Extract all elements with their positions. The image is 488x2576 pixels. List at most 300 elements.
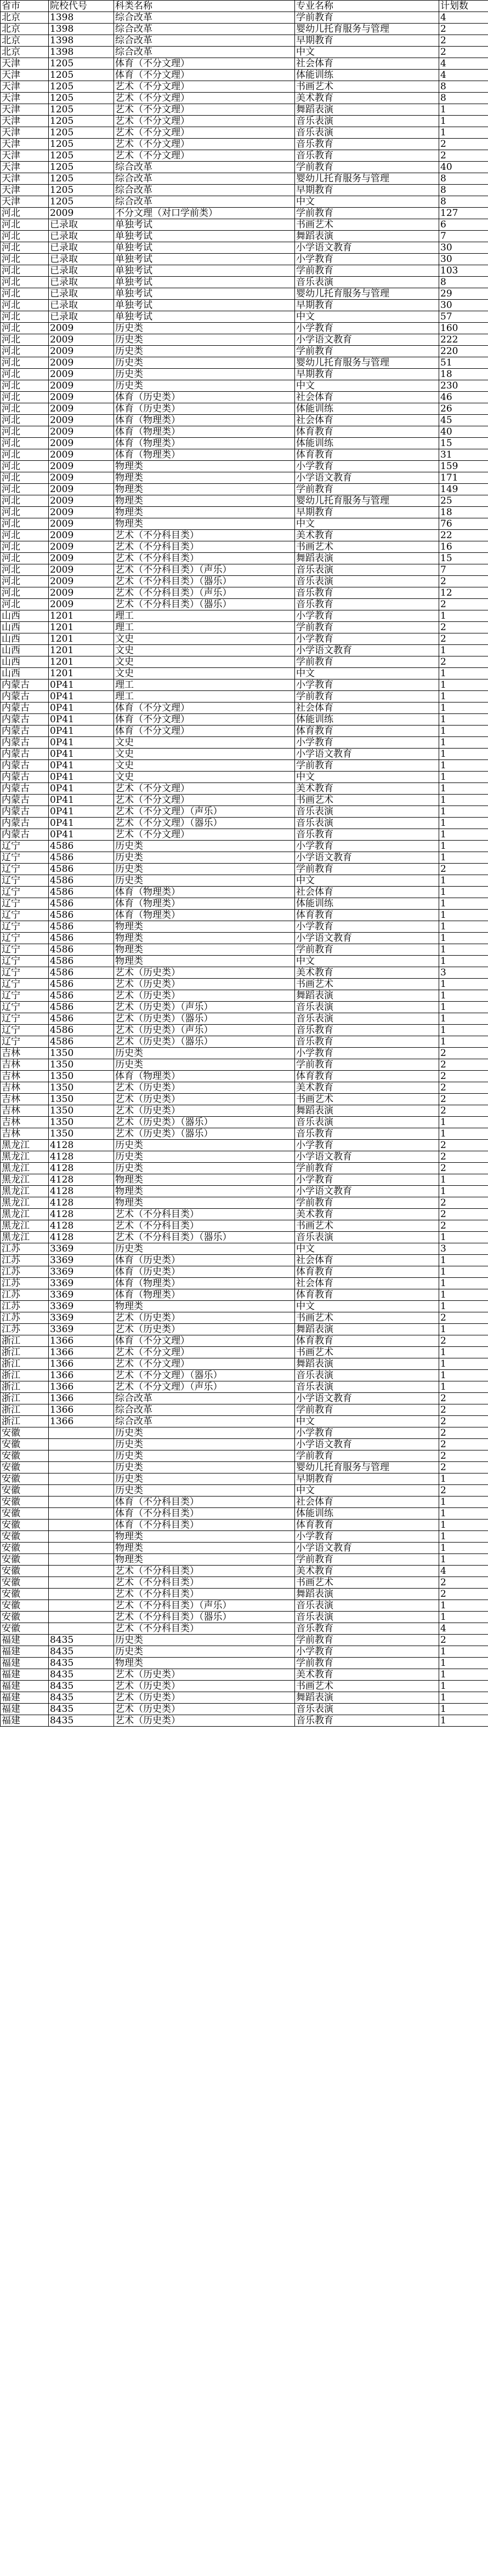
- cell-province: 浙江: [1, 1347, 49, 1358]
- cell-school-code: 0P41: [49, 702, 114, 714]
- cell-province: 河北: [1, 403, 49, 415]
- cell-school-code: 1350: [49, 1082, 114, 1094]
- cell-school-code: 2009: [49, 334, 114, 346]
- cell-subject-category: 艺术（历史类）: [114, 1312, 295, 1324]
- cell-major-name: 学前教育: [295, 864, 439, 875]
- cell-major-name: 美术教育: [295, 530, 439, 541]
- table-row: [1, 93, 488, 104]
- cell-subject-category: 体育（物理类）: [114, 887, 295, 898]
- cell-subject-category: 理工: [114, 610, 295, 622]
- cell-plan-count: 160: [439, 323, 488, 334]
- cell-school-code: 8435: [49, 1635, 114, 1646]
- cell-province: 安徽: [1, 1427, 49, 1439]
- cell-province: 辽宁: [1, 864, 49, 875]
- table-row: [1, 1140, 488, 1151]
- cell-province: 辽宁: [1, 1036, 49, 1048]
- cell-plan-count: 1: [439, 1358, 488, 1370]
- table-row: [1, 645, 488, 656]
- cell-school-code: 2009: [49, 346, 114, 357]
- cell-school-code: 2009: [49, 553, 114, 564]
- cell-school-code: 1350: [49, 1105, 114, 1117]
- cell-province: 天津: [1, 58, 49, 70]
- cell-plan-count: 22: [439, 530, 488, 541]
- cell-major-name: 体能训练: [295, 403, 439, 415]
- cell-province: 辽宁: [1, 887, 49, 898]
- cell-subject-category: 艺术（不分科目类）（器乐）: [114, 599, 295, 610]
- cell-major-name: 美术教育: [295, 1669, 439, 1681]
- cell-major-name: 音乐表演: [295, 1117, 439, 1128]
- cell-major-name: 中文: [295, 47, 439, 58]
- table-row: [1, 70, 488, 81]
- cell-province: 河北: [1, 219, 49, 231]
- cell-province: 河北: [1, 357, 49, 369]
- cell-major-name: 早期教育: [295, 369, 439, 380]
- cell-plan-count: 1: [439, 783, 488, 795]
- cell-province: 内蒙古: [1, 726, 49, 737]
- cell-major-name: 小学教育: [295, 1646, 439, 1658]
- cell-plan-count: 15: [439, 438, 488, 449]
- cell-plan-count: 2: [439, 1577, 488, 1589]
- cell-province: 浙江: [1, 1335, 49, 1347]
- cell-major-name: 音乐表演: [295, 564, 439, 576]
- cell-plan-count: 1: [439, 956, 488, 967]
- cell-subject-category: 历史类: [114, 841, 295, 852]
- cell-major-name: 体能训练: [295, 438, 439, 449]
- cell-plan-count: 8: [439, 93, 488, 104]
- cell-school-code: 已录取: [49, 219, 114, 231]
- cell-plan-count: 1: [439, 749, 488, 760]
- cell-subject-category: 文史: [114, 737, 295, 749]
- cell-plan-count: 1: [439, 944, 488, 956]
- cell-plan-count: 2: [439, 656, 488, 668]
- cell-school-code: 0P41: [49, 783, 114, 795]
- cell-province: 江苏: [1, 1266, 49, 1278]
- cell-province: 辽宁: [1, 1025, 49, 1036]
- cell-province: 安徽: [1, 1531, 49, 1543]
- cell-school-code: 3369: [49, 1289, 114, 1301]
- table-row: [1, 357, 488, 369]
- cell-plan-count: 4: [439, 1566, 488, 1577]
- cell-school-code: [49, 1450, 114, 1462]
- cell-school-code: 2009: [49, 208, 114, 219]
- cell-plan-count: 76: [439, 518, 488, 530]
- cell-plan-count: 1: [439, 1255, 488, 1266]
- cell-major-name: 小学语文教育: [295, 472, 439, 484]
- cell-subject-category: 艺术（历史类）: [114, 1681, 295, 1692]
- cell-school-code: [49, 1623, 114, 1635]
- table-row: [1, 162, 488, 173]
- cell-school-code: 2009: [49, 587, 114, 599]
- cell-school-code: 3369: [49, 1312, 114, 1324]
- cell-plan-count: 2: [439, 139, 488, 150]
- cell-school-code: 4128: [49, 1220, 114, 1232]
- cell-subject-category: 艺术（历史类）: [114, 1715, 295, 1727]
- table-row: [1, 1485, 488, 1497]
- cell-school-code: 4586: [49, 841, 114, 852]
- table-row: [1, 1335, 488, 1347]
- cell-major-name: 小学教育: [295, 461, 439, 472]
- cell-school-code: 1205: [49, 196, 114, 208]
- cell-major-name: 社会体育: [295, 702, 439, 714]
- cell-province: 辽宁: [1, 852, 49, 864]
- table-row: [1, 1497, 488, 1508]
- cell-subject-category: 物理类: [114, 1531, 295, 1543]
- cell-major-name: 早期教育: [295, 185, 439, 196]
- cell-subject-category: 综合改革: [114, 12, 295, 24]
- cell-subject-category: 物理类: [114, 1197, 295, 1209]
- cell-school-code: 1201: [49, 633, 114, 645]
- table-row: [1, 1220, 488, 1232]
- cell-school-code: 1201: [49, 656, 114, 668]
- cell-major-name: 学前教育: [295, 656, 439, 668]
- cell-major-name: 中文: [295, 956, 439, 967]
- cell-subject-category: 不分文理（对口学前类）: [114, 208, 295, 219]
- cell-province: 江苏: [1, 1255, 49, 1266]
- cell-subject-category: 艺术（不分科目类）（声乐）: [114, 1600, 295, 1612]
- cell-plan-count: 2: [439, 1485, 488, 1497]
- cell-school-code: 0P41: [49, 737, 114, 749]
- cell-plan-count: 40: [439, 162, 488, 173]
- cell-province: 黑龙江: [1, 1209, 49, 1220]
- table-row: [1, 553, 488, 564]
- cell-school-code: 4128: [49, 1197, 114, 1209]
- cell-subject-category: 体育（物理类）: [114, 449, 295, 461]
- cell-school-code: [49, 1543, 114, 1554]
- cell-subject-category: 单独考试: [114, 288, 295, 300]
- cell-major-name: 小学语文教育: [295, 334, 439, 346]
- cell-school-code: 1366: [49, 1381, 114, 1393]
- cell-plan-count: 2: [439, 1163, 488, 1174]
- cell-major-name: 书画艺术: [295, 1681, 439, 1692]
- cell-subject-category: 体育（物理类）: [114, 438, 295, 449]
- cell-school-code: 1205: [49, 139, 114, 150]
- cell-plan-count: 1: [439, 1681, 488, 1692]
- table-row: [1, 1347, 488, 1358]
- cell-major-name: 中文: [295, 518, 439, 530]
- cell-major-name: 书画艺术: [295, 1312, 439, 1324]
- cell-province: 北京: [1, 47, 49, 58]
- table-row: [1, 772, 488, 783]
- cell-plan-count: 1: [439, 1554, 488, 1566]
- cell-school-code: 4128: [49, 1186, 114, 1197]
- cell-province: 内蒙古: [1, 691, 49, 702]
- table-row: [1, 472, 488, 484]
- cell-province: 北京: [1, 12, 49, 24]
- cell-school-code: 1201: [49, 668, 114, 679]
- table-row: [1, 726, 488, 737]
- cell-major-name: 书画艺术: [295, 219, 439, 231]
- cell-province: 内蒙古: [1, 714, 49, 726]
- table-row: [1, 1163, 488, 1174]
- cell-subject-category: 艺术（不分文理）: [114, 150, 295, 162]
- cell-plan-count: 16: [439, 541, 488, 553]
- cell-school-code: 2009: [49, 518, 114, 530]
- cell-province: 河北: [1, 254, 49, 265]
- cell-province: 黑龙江: [1, 1232, 49, 1243]
- cell-province: 福建: [1, 1669, 49, 1681]
- table-row: [1, 875, 488, 887]
- cell-province: 辽宁: [1, 990, 49, 1002]
- cell-subject-category: 单独考试: [114, 219, 295, 231]
- cell-major-name: 体育教育: [295, 1520, 439, 1531]
- cell-school-code: 1366: [49, 1347, 114, 1358]
- cell-major-name: 舞蹈表演: [295, 104, 439, 116]
- cell-plan-count: 1: [439, 772, 488, 783]
- cell-school-code: 1350: [49, 1094, 114, 1105]
- cell-province: 天津: [1, 185, 49, 196]
- cell-school-code: [49, 1600, 114, 1612]
- cell-plan-count: 2: [439, 35, 488, 47]
- cell-school-code: 已录取: [49, 288, 114, 300]
- cell-plan-count: 1: [439, 852, 488, 864]
- cell-plan-count: 18: [439, 507, 488, 518]
- cell-school-code: 4128: [49, 1209, 114, 1220]
- cell-plan-count: 1: [439, 1531, 488, 1543]
- table-row: [1, 495, 488, 507]
- cell-school-code: 2009: [49, 369, 114, 380]
- cell-province: 安徽: [1, 1497, 49, 1508]
- cell-major-name: 社会体育: [295, 1278, 439, 1289]
- cell-subject-category: 单独考试: [114, 265, 295, 277]
- cell-plan-count: 2: [439, 1427, 488, 1439]
- cell-plan-count: 220: [439, 346, 488, 357]
- table-row: [1, 737, 488, 749]
- table-row: [1, 1071, 488, 1082]
- cell-province: 内蒙古: [1, 702, 49, 714]
- cell-major-name: 婴幼儿托育服务与管理: [295, 495, 439, 507]
- cell-subject-category: 体育（不分科目类）: [114, 1497, 295, 1508]
- cell-province: 河北: [1, 530, 49, 541]
- table-row: [1, 1036, 488, 1048]
- cell-plan-count: 1: [439, 1658, 488, 1669]
- table-row: [1, 668, 488, 679]
- table-row: [1, 35, 488, 47]
- cell-province: 天津: [1, 162, 49, 173]
- cell-subject-category: 艺术（历史类）: [114, 1324, 295, 1335]
- cell-subject-category: 单独考试: [114, 300, 295, 311]
- cell-subject-category: 体育（物理类）: [114, 1289, 295, 1301]
- cell-province: 浙江: [1, 1381, 49, 1393]
- cell-province: 安徽: [1, 1623, 49, 1635]
- cell-province: 辽宁: [1, 875, 49, 887]
- table-row: [1, 392, 488, 403]
- cell-major-name: 书画艺术: [295, 1094, 439, 1105]
- cell-province: 辽宁: [1, 979, 49, 990]
- cell-subject-category: 历史类: [114, 1140, 295, 1151]
- cell-school-code: 1350: [49, 1117, 114, 1128]
- cell-major-name: 学前教育: [295, 1450, 439, 1462]
- cell-school-code: 0P41: [49, 679, 114, 691]
- cell-school-code: 0P41: [49, 749, 114, 760]
- cell-school-code: 2009: [49, 323, 114, 334]
- cell-plan-count: 171: [439, 472, 488, 484]
- cell-province: 内蒙古: [1, 772, 49, 783]
- cell-province: 内蒙古: [1, 783, 49, 795]
- cell-subject-category: 历史类: [114, 1635, 295, 1646]
- cell-plan-count: 2: [439, 1151, 488, 1163]
- cell-province: 河北: [1, 426, 49, 438]
- cell-province: 山西: [1, 668, 49, 679]
- cell-province: 辽宁: [1, 933, 49, 944]
- cell-subject-category: 艺术（不分文理）: [114, 139, 295, 150]
- cell-subject-category: 体育（物理类）: [114, 1071, 295, 1082]
- cell-plan-count: 1: [439, 1289, 488, 1301]
- table-row: [1, 760, 488, 772]
- cell-major-name: 音乐表演: [295, 127, 439, 139]
- table-row: [1, 173, 488, 185]
- cell-province: 河北: [1, 334, 49, 346]
- cell-province: 河北: [1, 231, 49, 242]
- cell-province: 辽宁: [1, 921, 49, 933]
- cell-subject-category: 艺术（不分文理）: [114, 829, 295, 841]
- cell-province: 河北: [1, 392, 49, 403]
- cell-subject-category: 艺术（不分科目类）（器乐）: [114, 576, 295, 587]
- cell-school-code: 1366: [49, 1393, 114, 1404]
- cell-subject-category: 艺术（历史类）（器乐）: [114, 1117, 295, 1128]
- cell-major-name: 音乐教育: [295, 587, 439, 599]
- cell-province: 安徽: [1, 1612, 49, 1623]
- cell-plan-count: 2: [439, 864, 488, 875]
- cell-province: 黑龙江: [1, 1197, 49, 1209]
- cell-province: 天津: [1, 139, 49, 150]
- cell-school-code: 2009: [49, 495, 114, 507]
- cell-subject-category: 艺术（历史类）（声乐）: [114, 1002, 295, 1013]
- cell-province: 辽宁: [1, 1013, 49, 1025]
- cell-province: 吉林: [1, 1071, 49, 1082]
- cell-plan-count: 149: [439, 484, 488, 495]
- cell-school-code: [49, 1473, 114, 1485]
- cell-major-name: 舞蹈表演: [295, 553, 439, 564]
- table-row: [1, 829, 488, 841]
- table-row: [1, 1243, 488, 1255]
- cell-plan-count: 1: [439, 104, 488, 116]
- table-row: [1, 852, 488, 864]
- cell-province: 河北: [1, 461, 49, 472]
- header-plan-count: 计划数: [439, 1, 488, 12]
- cell-major-name: 学前教育: [295, 944, 439, 956]
- cell-plan-count: 30: [439, 242, 488, 254]
- cell-province: 吉林: [1, 1059, 49, 1071]
- cell-plan-count: 2: [439, 47, 488, 58]
- table-row: [1, 311, 488, 323]
- cell-school-code: 1201: [49, 645, 114, 656]
- cell-subject-category: 体育（历史类）: [114, 403, 295, 415]
- cell-major-name: 中文: [295, 196, 439, 208]
- cell-major-name: 音乐表演: [295, 1002, 439, 1013]
- cell-subject-category: 历史类: [114, 357, 295, 369]
- table-row: [1, 967, 488, 979]
- cell-school-code: 4128: [49, 1140, 114, 1151]
- cell-school-code: 0P41: [49, 760, 114, 772]
- table-row: [1, 818, 488, 829]
- table-row: [1, 277, 488, 288]
- cell-plan-count: 30: [439, 254, 488, 265]
- cell-major-name: 音乐教育: [295, 1715, 439, 1727]
- cell-plan-count: 1: [439, 1036, 488, 1048]
- cell-subject-category: 文史: [114, 749, 295, 760]
- cell-school-code: 2009: [49, 576, 114, 587]
- cell-school-code: 1205: [49, 116, 114, 127]
- cell-major-name: 社会体育: [295, 415, 439, 426]
- cell-plan-count: 1: [439, 127, 488, 139]
- cell-subject-category: 单独考试: [114, 231, 295, 242]
- cell-plan-count: 8: [439, 277, 488, 288]
- cell-province: 黑龙江: [1, 1174, 49, 1186]
- cell-plan-count: 1: [439, 979, 488, 990]
- table-row: [1, 127, 488, 139]
- table-row: [1, 1566, 488, 1577]
- cell-school-code: 1205: [49, 173, 114, 185]
- cell-school-code: 0P41: [49, 795, 114, 806]
- cell-school-code: 3369: [49, 1301, 114, 1312]
- cell-subject-category: 体育（历史类）: [114, 1255, 295, 1266]
- cell-plan-count: 8: [439, 173, 488, 185]
- cell-province: 安徽: [1, 1473, 49, 1485]
- cell-plan-count: 4: [439, 58, 488, 70]
- cell-subject-category: 艺术（不分文理）（器乐）: [114, 1370, 295, 1381]
- cell-major-name: 舞蹈表演: [295, 1105, 439, 1117]
- cell-school-code: 1366: [49, 1416, 114, 1427]
- table-row: [1, 196, 488, 208]
- cell-subject-category: 艺术（历史类）: [114, 1692, 295, 1704]
- cell-plan-count: 1: [439, 1520, 488, 1531]
- cell-school-code: 1366: [49, 1370, 114, 1381]
- cell-province: 天津: [1, 173, 49, 185]
- table-row: [1, 1289, 488, 1301]
- cell-major-name: 小学教育: [295, 254, 439, 265]
- cell-major-name: 中文: [295, 668, 439, 679]
- cell-plan-count: 1: [439, 875, 488, 887]
- table-row: [1, 1531, 488, 1543]
- cell-school-code: 1366: [49, 1335, 114, 1347]
- cell-subject-category: 物理类: [114, 1543, 295, 1554]
- cell-plan-count: 1: [439, 1704, 488, 1715]
- cell-plan-count: 1: [439, 1128, 488, 1140]
- cell-school-code: [49, 1427, 114, 1439]
- cell-plan-count: 1: [439, 1025, 488, 1036]
- table-row: [1, 1520, 488, 1531]
- cell-school-code: 3369: [49, 1243, 114, 1255]
- table-row: [1, 864, 488, 875]
- table-row: [1, 1186, 488, 1197]
- cell-plan-count: 2: [439, 1220, 488, 1232]
- table-row: [1, 956, 488, 967]
- cell-plan-count: 1: [439, 1692, 488, 1704]
- cell-plan-count: 8: [439, 81, 488, 93]
- cell-school-code: 4586: [49, 921, 114, 933]
- cell-school-code: 1201: [49, 610, 114, 622]
- cell-subject-category: 艺术（历史类）: [114, 990, 295, 1002]
- table-row: [1, 1669, 488, 1681]
- cell-subject-category: 体育（不分文理）: [114, 58, 295, 70]
- table-row: [1, 323, 488, 334]
- cell-subject-category: 艺术（不分文理）: [114, 81, 295, 93]
- cell-subject-category: 艺术（不分科目类）（声乐）: [114, 564, 295, 576]
- cell-subject-category: 物理类: [114, 484, 295, 495]
- cell-plan-count: 57: [439, 311, 488, 323]
- cell-subject-category: 艺术（历史类）: [114, 1082, 295, 1094]
- table-row: [1, 518, 488, 530]
- table-row: [1, 564, 488, 576]
- cell-province: 浙江: [1, 1358, 49, 1370]
- cell-major-name: 小学教育: [295, 1048, 439, 1059]
- cell-school-code: 4586: [49, 979, 114, 990]
- cell-province: 安徽: [1, 1439, 49, 1450]
- cell-subject-category: 综合改革: [114, 1393, 295, 1404]
- cell-major-name: 美术教育: [295, 1566, 439, 1577]
- cell-school-code: 4586: [49, 910, 114, 921]
- cell-school-code: 4586: [49, 933, 114, 944]
